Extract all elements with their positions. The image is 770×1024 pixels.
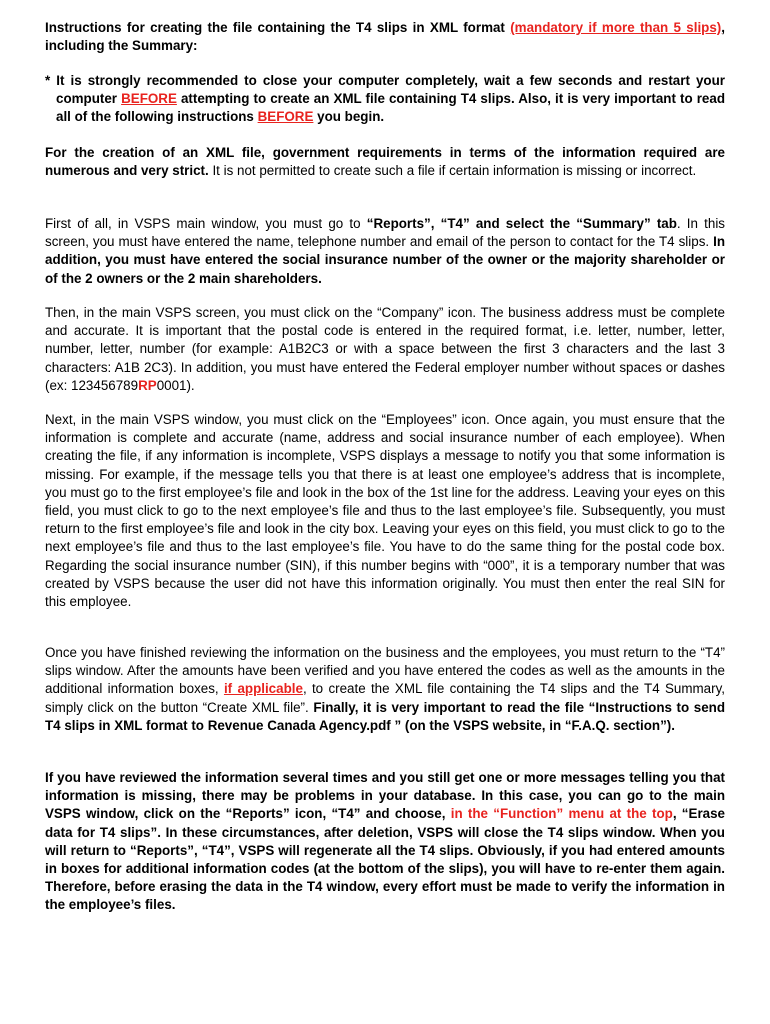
before-emphasis: BEFORE: [121, 91, 177, 107]
warning-text-end: you begin.: [313, 109, 385, 125]
warning-text: * It is strongly recommended to close your computer completely, wait a few seconds and restart your computer: [45, 73, 725, 107]
mandatory-note: (mandatory if more than 5 slips): [510, 20, 722, 35]
paragraph-erase-data: [45, 769, 725, 915]
employees-text: Next, in the main VSPS window, you must click on the “Employees” icon. Once again, you must ensure that the information is complete and accurate (name, address and social insurance number of each employee). When creating the file, if any information is incomplete, VSPS displays a message to notify you that some information is missing. For example, if the message tells you that there is at least one employee’s address that is incomplete, you must go to the first employee’s file and look in the box of the 1st line for the address. Leaving your eyes on this field, you must click to go to the next employee’s file and thus to the last employee’s file. Subsequently, you must return to the first employee’s file and look in the city box. Leaving your eyes on this field, you must click to go to the next employee’s file and thus to the last employee’s file. You have to do the same thing for the postal code box. Regarding the social insurance number (SIN), if this number begins with “000”, it is a temporary number that was created by VSPS because the user did not have this information originally. You must then enter the real SIN for this employee.: [45, 412, 725, 610]
paragraph-company: [45, 304, 725, 395]
erase-text-end: , “Erase data for T4 slips”. In these circumstances, after deletion, VSPS will close the T4 slips window. When you will return to “Reports”, “T4”, VSPS will regenerate all the T4 slips. Obviously, if you had entered amounts in boxes for additional information codes (at the bottom of the slips), you will have to re-enter them again. Therefore, before erasing the data in the T4 window, every effort must be made to verify the information in the employee’s files.: [45, 806, 725, 913]
summary-text: First of all, in VSPS main window, you must go to: [45, 216, 367, 231]
document-title: [45, 19, 725, 55]
requirements-bold: For the creation of an XML file, government requirements in terms of the information required are numerous and very strict.: [45, 145, 725, 179]
warning-note: [45, 72, 725, 127]
function-menu-highlight: in the “Function” menu at the top: [450, 806, 673, 822]
paragraph-create-xml: [45, 644, 725, 735]
requirements-text: It is not permitted to create such a file if certain information is missing or incorrect.: [208, 163, 697, 179]
paragraph-summary-tab: [45, 215, 725, 288]
title-text-end: , including the Summary:: [45, 20, 725, 54]
before-emphasis-second: BEFORE: [257, 109, 314, 125]
if-applicable: if applicable: [223, 681, 303, 697]
company-text-end: 0001).: [156, 377, 195, 393]
summary-text-middle: . In this screen, you must have entered the name, telephone number and email of the person to contact for the T4 slips.: [45, 216, 725, 250]
summary-path: “Reports”, “T4” and select the “Summary” tab: [366, 216, 677, 231]
create-xml-text-middle: , to create the XML file containing the T4 slips and the T4 Summary, simply click on the button “Create XML file”.: [45, 681, 726, 715]
create-xml-text: Once you have finished reviewing the information on the business and the employees, you must return to the “T4” slips window. After the amounts have been verified and you have entered the codes as well as the amounts in the additional information boxes,: [45, 645, 725, 697]
rp-highlight: RP: [138, 377, 157, 393]
create-xml-final-note: Finally, it is very important to read the file “Instructions to send T4 slips in XML format to Revenue Canada Agency.pdf ” (on the VSPS website, in “F.A.Q. section”).: [45, 699, 726, 733]
company-text: Then, in the main VSPS screen, you must click on the “Company” icon. The business address must be complete and accurate. It is important that the postal code is entered in the required format, i.e. letter, number, letter, number, letter, number (for example: A1B2C3 or with a space between the first 3 characters and the last 3 characters: A1B 2C3). In addition, you must have entered the Federal employer number without spaces or dashes (ex: 123456789: [45, 305, 725, 393]
summary-sin-note: In addition, you must have entered the social insurance number of the owner or the majority shareholder or of the 2 owners or the 2 main shareholders.: [45, 234, 725, 286]
paragraph-requirements: [45, 144, 725, 180]
warning-text-middle: attempting to create an XML file containing T4 slips. Also, it is very important to read all of the following instructions: [56, 91, 726, 125]
paragraph-employees: [45, 411, 725, 611]
erase-text: If you have reviewed the information several times and you still get one or more messages telling you that information is missing, there may be problems in your database. In this case, you can go to the main VSPS window, click on the “Reports” icon, “T4” and choose,: [45, 770, 725, 822]
title-text: Instructions for creating the file containing the T4 slips in XML format: [45, 20, 511, 35]
